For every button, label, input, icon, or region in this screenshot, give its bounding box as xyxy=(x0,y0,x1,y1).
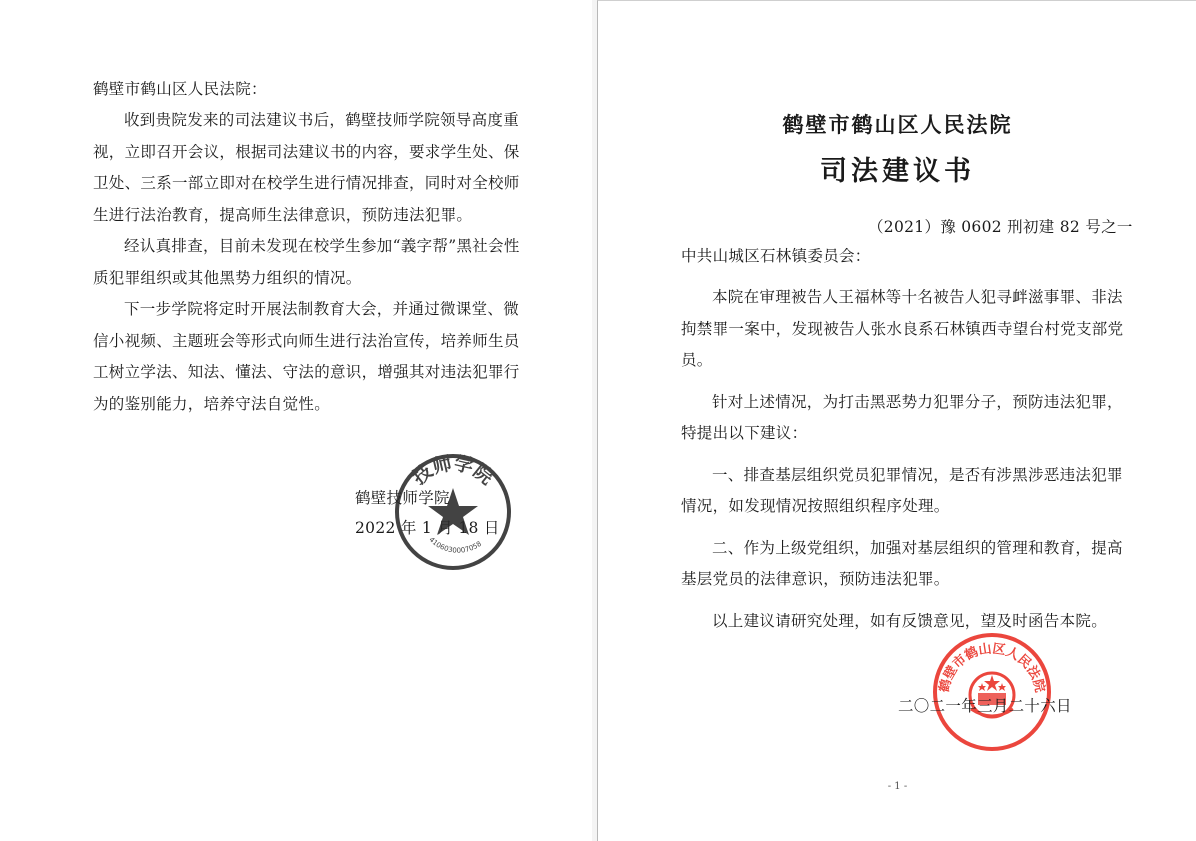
right-paragraph-2: 针对上述情况，为打击黑恶势力犯罪分子，预防违法犯罪，特提出以下建议： xyxy=(681,392,1123,442)
right-paragraph-3: 一、排查基层组织党员犯罪情况，是否有涉黑涉恶违法犯罪情况，如发现情况按照组织程序处理。 xyxy=(681,465,1123,515)
left-paragraph-1: 收到贵院发来的司法建议书后，鹤壁技师学院领导高度重视，立即召开会议，根据司法建议书的内容，要求学生处、保卫处、三系一部立即对在校学生进行情况排查，同时对全校师生进行法治教育，提高师生法律意识，预防违法犯罪。 xyxy=(93,111,520,224)
court-seal-text: 鹤壁市鹤山区人民法院 xyxy=(937,641,1047,694)
document-title: 司法建议书 xyxy=(820,156,975,187)
school-seal-number: 4106030007058 xyxy=(427,535,484,555)
right-paragraph-1: 本院在审理被告人王福林等十名被告人犯寻衅滋事罪、非法拘禁罪一案中，发现被告人张水良系石林镇西寺望台村党支部党员。 xyxy=(681,288,1124,369)
left-paragraph-3: 下一步学院将定时开展法制教育大会，并通过微课堂、微信小视频、主题班会等形式向师生进行法治宣传，培养师生员工树立学法、知法、懂法、守法的意识，增强其对违法犯罪行为的鉴别能力，培养守法自觉性。 xyxy=(93,300,520,413)
left-salutation: 鹤壁市鹤山区人民法院： xyxy=(93,80,267,98)
right-page xyxy=(597,0,1196,841)
school-seal-icon xyxy=(393,452,513,572)
left-signature-org: 鹤壁技师学院 xyxy=(355,489,450,507)
document-number: （2021）豫 0602 刑初建 82 号之一 xyxy=(868,218,1133,236)
svg-text:4106030007058 xyxy=(427,536,483,555)
court-heading: 鹤壁市鹤山区人民法院 xyxy=(782,112,1013,137)
left-signature-date: 2022 年 1 月 18 日 xyxy=(355,519,500,537)
right-paragraph-4: 二、作为上级党组织，加强对基层组织的管理和教育，提高基层党员的法律意识，预防违法犯罪。 xyxy=(681,538,1123,588)
right-letter-body xyxy=(681,282,1127,647)
left-letter-body xyxy=(93,105,523,420)
recipient: 中共山城区石林镇委员会： xyxy=(681,247,871,265)
left-page xyxy=(0,0,592,841)
right-paragraph-5: 以上建议请研究处理，如有反馈意见，望及时函告本院。 xyxy=(712,611,1108,630)
page-number: - 1 - xyxy=(887,781,908,792)
document-date: 二〇二一年三月二十六日 xyxy=(898,697,1072,715)
school-seal-text: 技师学院 xyxy=(408,452,498,490)
left-paragraph-2: 经认真排查，目前未发现在校学生参加“義字帮”黑社会性质犯罪组织或其他黑势力组织的情况。 xyxy=(93,237,520,287)
